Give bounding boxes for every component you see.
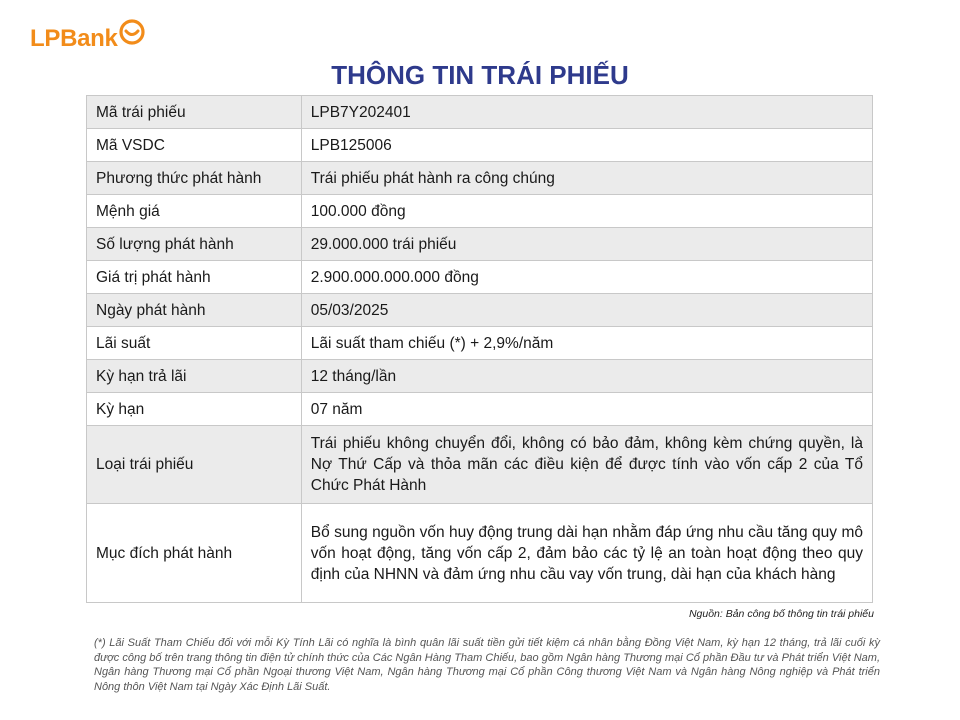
- row-value: 100.000 đồng: [301, 195, 872, 228]
- table-row: [87, 504, 873, 603]
- table-row: [87, 426, 873, 504]
- table-row: [87, 195, 873, 228]
- row-label: Mã trái phiếu: [87, 96, 302, 129]
- table-row: [87, 129, 873, 162]
- row-label: Loại trái phiếu: [87, 426, 302, 504]
- row-value: Bổ sung nguồn vốn huy động trung dài hạn nhằm đáp ứng nhu cầu tăng quy mô vốn hoạt động, tăng vốn cấp 2, đảm bảo các tỷ lệ an toàn hoạt động theo quy định của NHNN và đảm ứng nhu cầu vay vốn trung, dài hạn của khách hàng: [301, 504, 872, 603]
- row-label: Phương thức phát hành: [87, 162, 302, 195]
- row-value: LPB7Y202401: [301, 96, 872, 129]
- row-value: Lãi suất tham chiếu (*) + 2,9%/năm: [301, 327, 872, 360]
- row-value: 05/03/2025: [301, 294, 872, 327]
- table-row: [87, 327, 873, 360]
- table-row: [87, 294, 873, 327]
- table-row: [87, 261, 873, 294]
- row-value: 29.000.000 trái phiếu: [301, 228, 872, 261]
- row-value: Trái phiếu không chuyển đổi, không có bảo đảm, không kèm chứng quyền, là Nợ Thứ Cấp và thỏa mãn các điều kiện để được tính vào vốn cấp 2 của Tổ Chức Phát Hành: [301, 426, 872, 504]
- row-label: Mã VSDC: [87, 129, 302, 162]
- row-value: 2.900.000.000.000 đồng: [301, 261, 872, 294]
- row-label: Số lượng phát hành: [87, 228, 302, 261]
- bond-info-table: [86, 95, 873, 603]
- source-note: Nguồn: Bản công bố thông tin trái phiếu: [688, 608, 874, 620]
- row-label: Ngày phát hành: [87, 294, 302, 327]
- lpbank-smile-icon: [116, 16, 148, 48]
- row-label: Lãi suất: [87, 327, 302, 360]
- row-label: Mục đích phát hành: [87, 504, 302, 603]
- table-row: [87, 96, 873, 129]
- row-value: LPB125006: [301, 129, 872, 162]
- page-title: THÔNG TIN TRÁI PHIẾU: [331, 60, 629, 90]
- logo-text: LPBank: [30, 25, 118, 52]
- table-row: [87, 360, 873, 393]
- row-label: Giá trị phát hành: [87, 261, 302, 294]
- row-label: Kỳ hạn: [87, 393, 302, 426]
- row-label: Mệnh giá: [87, 195, 302, 228]
- row-label: Kỳ hạn trả lãi: [87, 360, 302, 393]
- row-value: 07 năm: [301, 393, 872, 426]
- lpbank-logo: [30, 18, 148, 52]
- footnote: (*) Lãi Suất Tham Chiếu đối với mỗi Kỳ Tính Lãi có nghĩa là bình quân lãi suất tiền gửi tiết kiệm cá nhân bằng Đồng Việt Nam, kỳ hạn 12 tháng, trả lãi cuối kỳ được công bố trên trang thông tin điện tử chính thức của Các Ngân Hàng Tham Chiếu, bao gồm Ngân hàng Thương mại Cổ phần Đầu tư và Phát triển Việt Nam, Ngân hàng Thương mại Cổ phần Ngoại thương Việt Nam, Ngân hàng Thương mại Cổ phần Công thương Việt Nam và Ngân hàng Nông nghiệp và Phát triển Nông thôn Việt Nam tại Ngày Xác Định Lãi Suất.: [94, 637, 880, 693]
- table-row: [87, 162, 873, 195]
- table-row: [87, 393, 873, 426]
- row-value: 12 tháng/lần: [301, 360, 872, 393]
- row-value: Trái phiếu phát hành ra công chúng: [301, 162, 872, 195]
- table-row: [87, 228, 873, 261]
